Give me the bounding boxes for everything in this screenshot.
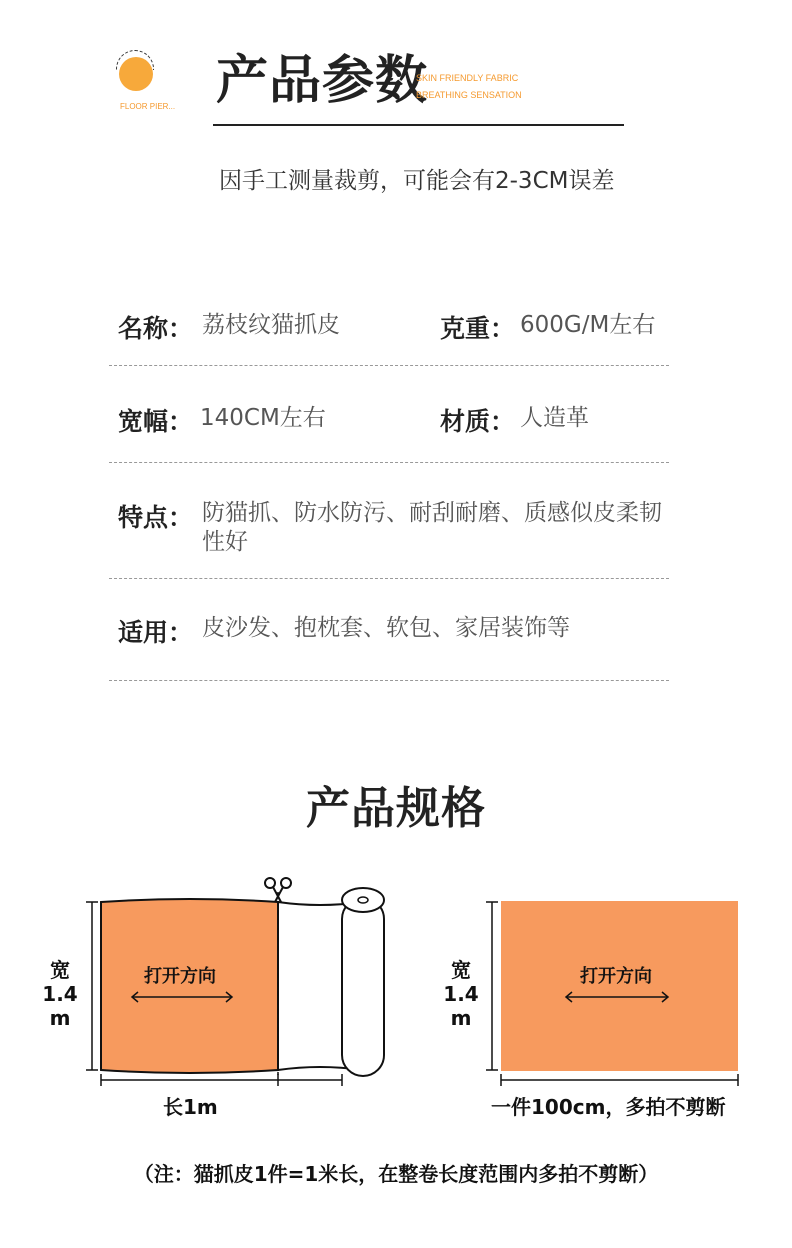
feature-value: 防猫抓、防水防污、耐刮耐磨、质感似皮柔韧性好 <box>202 500 662 555</box>
material-label: 材质： <box>440 407 516 436</box>
page-title: 产品参数 <box>216 51 429 111</box>
measurement-note: 因手工测量裁剪，可能会有2-3CM误差 <box>219 168 615 194</box>
subtitle-en <box>416 70 522 104</box>
right-length-label: 一件100cm，多拍不剪断 <box>491 1095 726 1119</box>
weight-value: 600G/M左右 <box>520 312 656 338</box>
feature-label: 特点： <box>118 503 194 532</box>
divider <box>109 578 669 579</box>
subtitle-line-2: BREATHING SENSATION <box>416 90 522 100</box>
fabric-piece-diagram <box>480 890 750 1100</box>
footnote: （注：猫抓皮1件=1米长，在整卷长度范围内多拍不剪断） <box>133 1162 659 1186</box>
weight-label: 克重： <box>440 314 516 343</box>
left-direction-label: 打开方向 <box>144 966 216 987</box>
usage-label: 适用： <box>118 618 194 647</box>
divider <box>109 365 669 366</box>
width-value: 140CM左右 <box>200 405 326 431</box>
right-direction-label: 打开方向 <box>580 966 652 987</box>
logo-circle <box>119 57 153 91</box>
name-value: 荔枝纹猫抓皮 <box>202 312 340 338</box>
left-width-label: 宽 1.4 m <box>42 958 78 1030</box>
right-width-label: 宽 1.4 m <box>443 958 479 1030</box>
left-length-label: 长1m <box>163 1095 218 1119</box>
subtitle-line-1: SKIN FRIENDLY FABRIC <box>416 73 519 83</box>
usage-value: 皮沙发、抱枕套、软包、家居装饰等 <box>202 615 570 641</box>
divider <box>109 680 669 681</box>
material-value: 人造革 <box>520 405 589 431</box>
scissors-icon <box>265 878 291 902</box>
logo-text: FLOOR PIER... <box>120 102 176 111</box>
fabric-roll-diagram <box>80 870 400 1100</box>
width-label: 宽幅： <box>118 407 194 436</box>
name-label: 名称： <box>118 314 194 343</box>
title-underline <box>213 124 624 126</box>
divider <box>109 462 669 463</box>
spec-title: 产品规格 <box>306 783 486 834</box>
